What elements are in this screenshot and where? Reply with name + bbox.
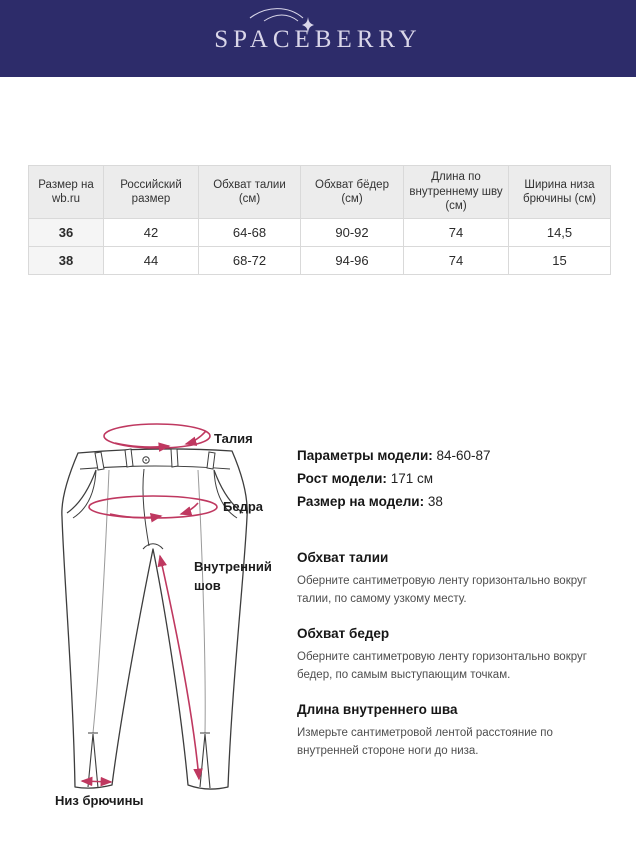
- col-header-inseam-length: Длина по внутреннему шву (см): [404, 166, 509, 219]
- size-table-header-row: [29, 166, 611, 219]
- model-parameters-label: Параметры модели:: [297, 448, 433, 463]
- guide-title-waist: Обхват талии: [297, 550, 389, 565]
- table-row: [29, 247, 611, 275]
- guide-title-hips: Обхват бедер: [297, 626, 390, 641]
- cell-hem-width: 15: [509, 247, 611, 275]
- guide-title-inseam: Длина внутреннего шва: [297, 702, 458, 717]
- cell-wb-size: 38: [29, 247, 104, 275]
- hips-label: Бедра: [223, 499, 263, 514]
- cell-hips: 94-96: [301, 247, 404, 275]
- model-parameters: [297, 444, 619, 467]
- hem-measure-arrow: [82, 781, 111, 782]
- col-header-hips: Обхват бёдер (см): [301, 166, 404, 219]
- cell-waist: 64-68: [199, 219, 301, 247]
- cell-inseam-length: 74: [404, 219, 509, 247]
- size-table: [28, 165, 611, 275]
- guide-text-waist: Оберните сантиметровую ленту горизонтально вокруг талии, по самому узкому месту.: [297, 575, 587, 605]
- model-height-label: Рост модели:: [297, 471, 387, 486]
- model-parameters-value: 84-60-87: [436, 448, 491, 463]
- cell-hips: 90-92: [301, 219, 404, 247]
- cell-inseam-length: 74: [404, 247, 509, 275]
- inseam-label: Внутренний шов: [194, 559, 272, 593]
- cell-ru-size: 44: [104, 247, 199, 275]
- col-header-wb-size: Размер на wb.ru: [29, 166, 104, 219]
- cell-wb-size: 36: [29, 219, 104, 247]
- model-size: [297, 490, 619, 513]
- guide-section-inseam: [297, 702, 619, 760]
- col-header-ru-size: Российский размер: [104, 166, 199, 219]
- model-height: [297, 467, 619, 490]
- cell-hem-width: 14,5: [509, 219, 611, 247]
- guide-section-waist: [297, 550, 619, 608]
- cell-waist: 68-72: [199, 247, 301, 275]
- waist-label: Талия: [214, 431, 253, 446]
- brand-header: [0, 0, 636, 77]
- cell-ru-size: 42: [104, 219, 199, 247]
- measurement-info-column: [297, 444, 619, 760]
- model-height-value: 171 см: [390, 471, 434, 486]
- table-row: [29, 219, 611, 247]
- col-header-hem-width: Ширина низа брючины (см): [509, 166, 611, 219]
- model-size-label: Размер на модели:: [297, 494, 425, 509]
- brand-logo: SPACEBERRY: [214, 26, 422, 53]
- model-size-value: 38: [427, 494, 443, 509]
- guide-section-hips: [297, 626, 619, 684]
- guide-text-hips: Оберните сантиметровую ленту горизонтально вокруг бедер, по самым выступающим точкам.: [297, 651, 587, 681]
- hem-label: Низ брючины: [55, 793, 144, 808]
- pants-sketch: [35, 413, 295, 813]
- guide-text-inseam: Измерьте сантиметровой лентой расстояние по внутренней стороне ноги до низа.: [297, 727, 553, 757]
- col-header-waist: Обхват талии (см): [199, 166, 301, 219]
